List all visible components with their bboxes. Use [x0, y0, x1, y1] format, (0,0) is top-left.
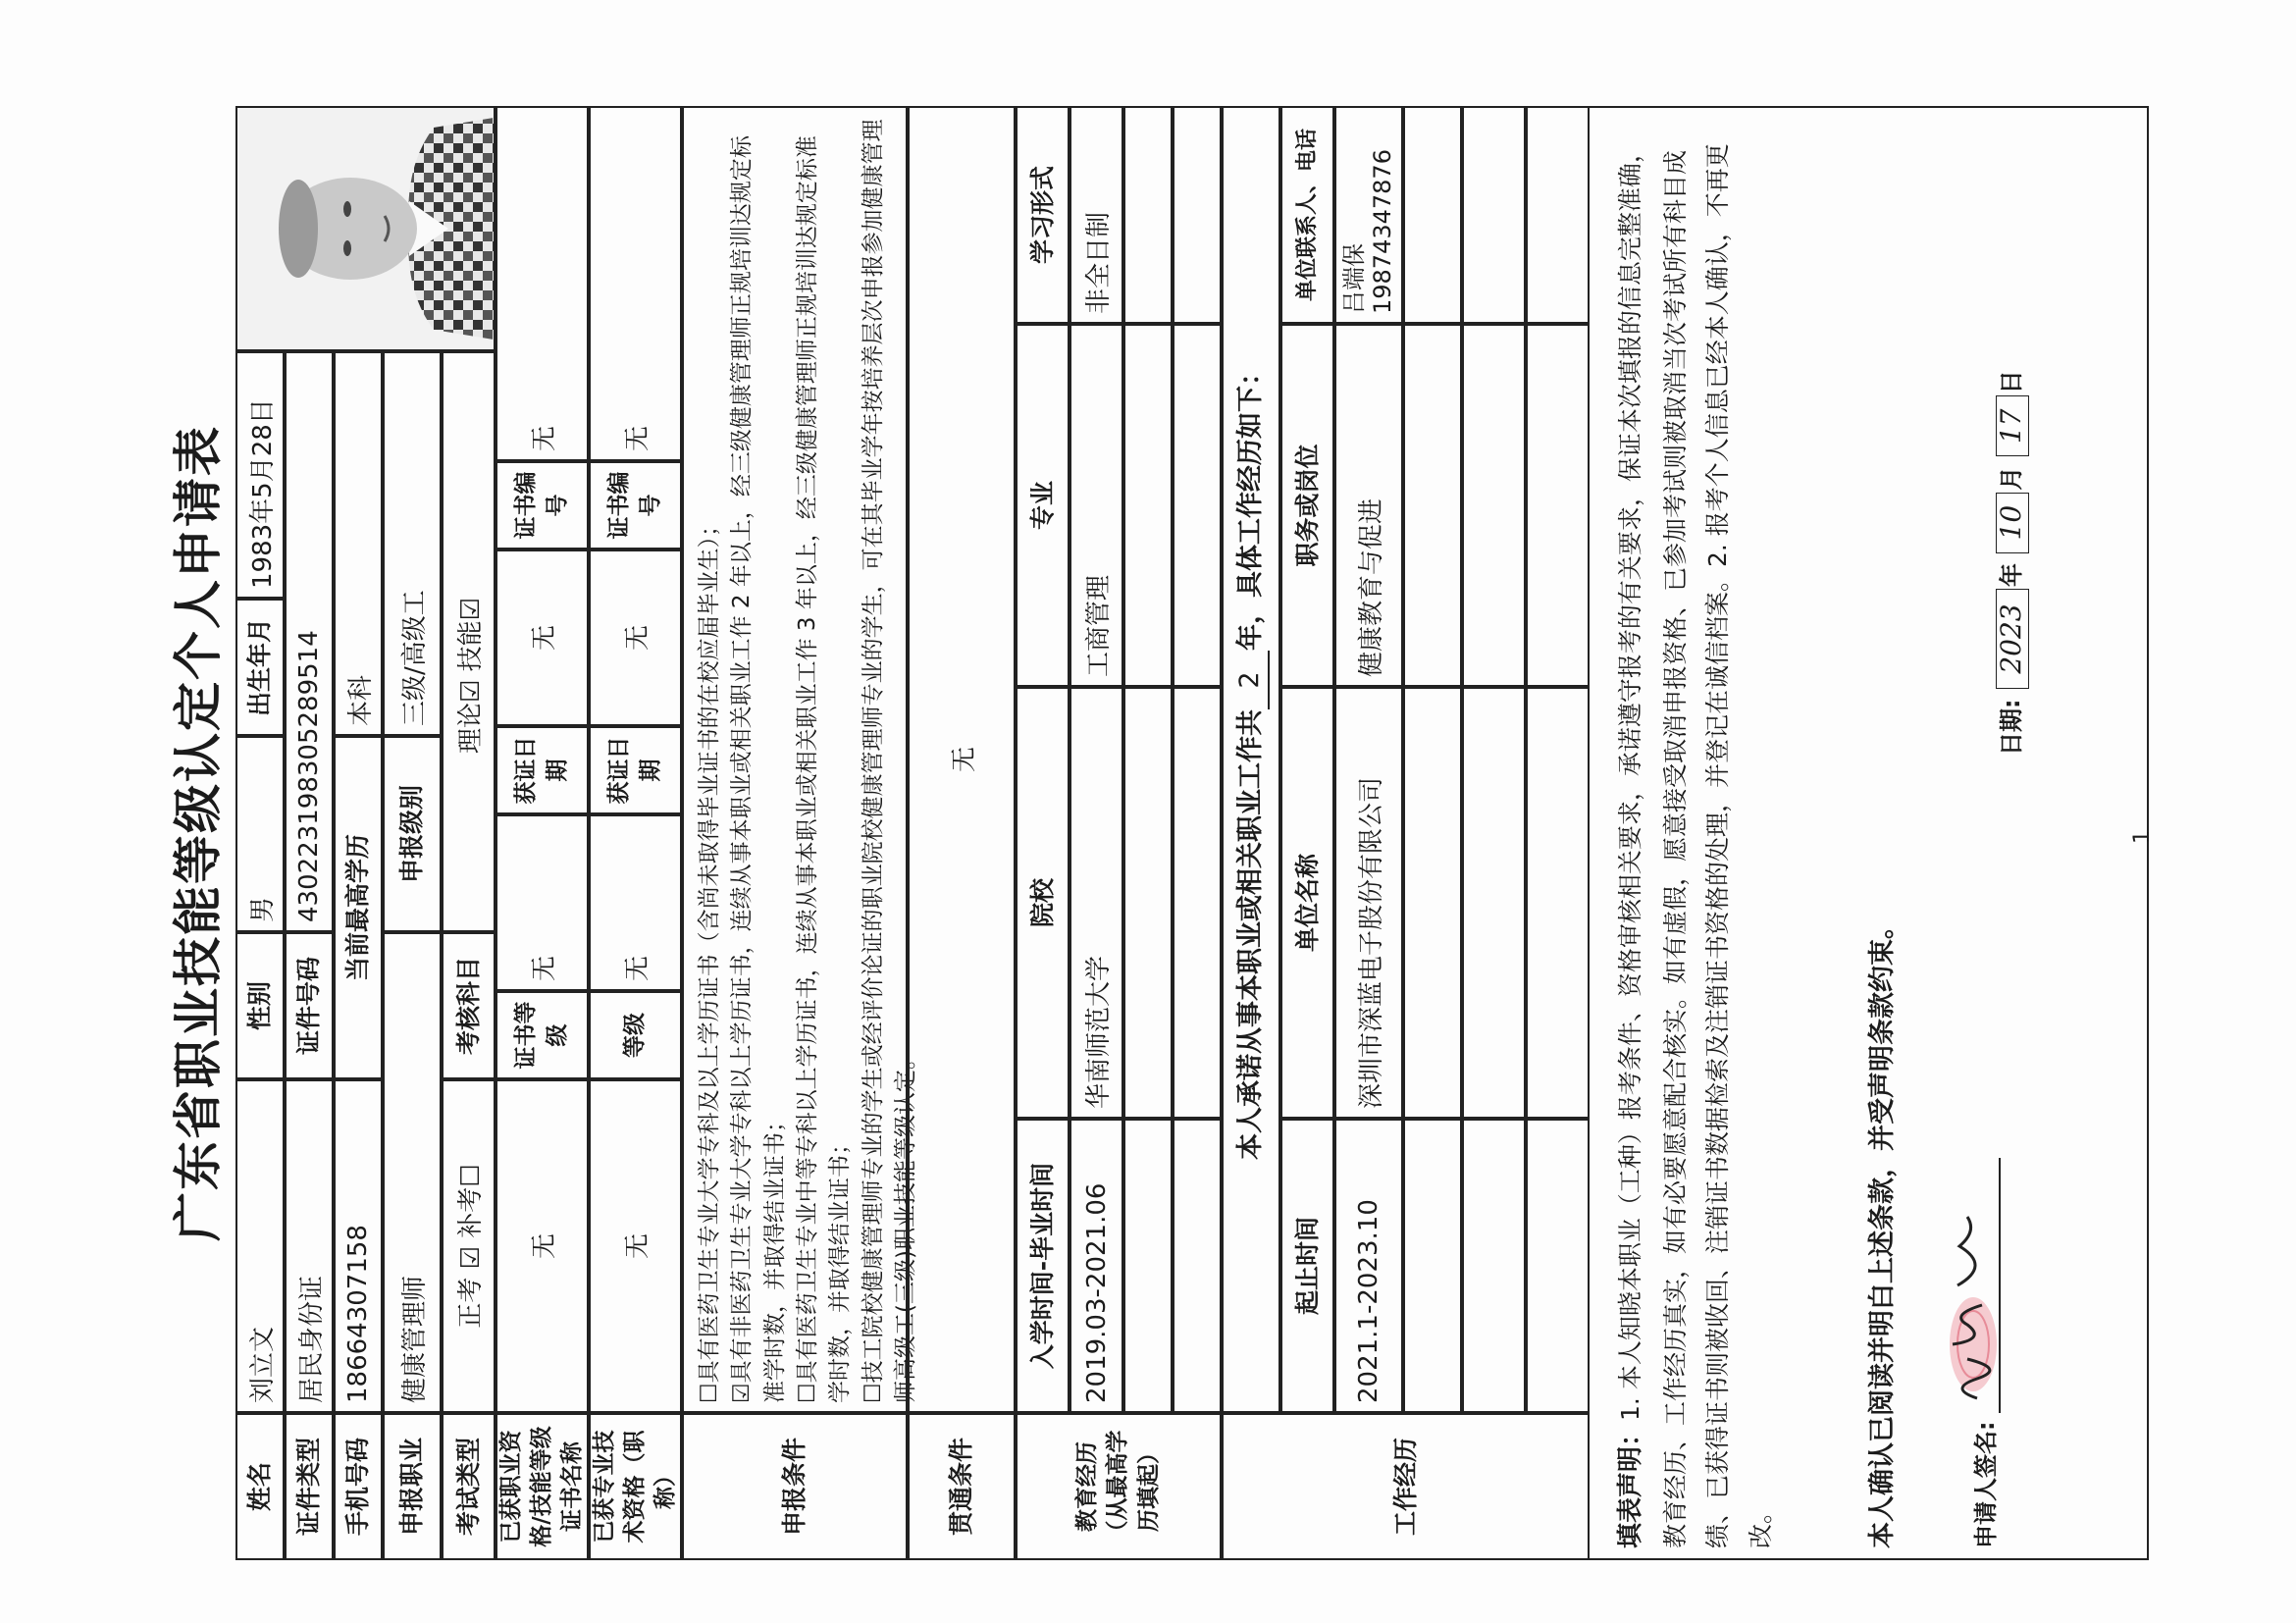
value-cert-no: 无: [496, 106, 589, 461]
value-id-number: 430223198305289514: [285, 351, 334, 932]
label-education-history: 教育经历（从最高学历填起）: [1016, 1413, 1222, 1560]
condition-item-1: ☐具有医药卫生专业大学专科及以上学历证书（含尚未取得毕业证书的在校应届毕业生）；: [697, 513, 722, 1403]
page-number: 1: [2130, 830, 2155, 844]
label-grade: 等级: [589, 991, 682, 1079]
application-form: [147, 106, 2155, 1560]
label-gender: 性别: [235, 932, 285, 1079]
label-conditions: 申报条件: [682, 1413, 908, 1560]
work-years-value: 2: [1232, 651, 1270, 709]
label-work-history: 工作经历: [1222, 1413, 1590, 1560]
label-qualification: 贯通条件: [908, 1413, 1016, 1560]
value-exam-type: 正考 ☑ 补考☐: [442, 1079, 496, 1413]
applicant-photo: [235, 106, 496, 351]
edu-empty-cell: [1123, 1119, 1173, 1413]
work-row-company: 深圳市深蓝电子股份有限公司: [1334, 687, 1403, 1119]
signature-row: [1938, 1158, 2001, 1548]
value-grade: 无: [589, 814, 682, 991]
label-education: 当前最高学历: [334, 736, 383, 1079]
date-label: 日期:: [1998, 699, 2025, 756]
condition-item-4: ☐技工院校健康管理师专业的学生或经评价论证的职业院校健康管理师专业的学生，可在其毕业学年按培养层次申报参加健康管理师高级工(三级)职业技能等级认定。: [860, 119, 919, 1403]
label-cert-level: 证书等级: [496, 991, 589, 1079]
value-cert-level: 无: [496, 814, 589, 991]
date-row: [1992, 370, 2029, 756]
edu-empty-cell: [1123, 324, 1173, 687]
form-title-text: 广东省职业技能等级认定个人申请表: [170, 425, 227, 1241]
edu-empty-cell: [1123, 687, 1173, 1119]
work-empty-cell: [1403, 106, 1462, 324]
work-empty-cell: [1462, 324, 1526, 687]
date-day-unit: 日: [1998, 370, 2025, 394]
label-occupation: 申报职业: [383, 1413, 442, 1560]
value-prior-cert: 无: [496, 1079, 589, 1413]
label-id-type: 证件类型: [285, 1413, 334, 1560]
date-year-unit: 年: [1998, 563, 2025, 588]
value-grade-no: 无: [589, 106, 682, 461]
form-title: [159, 106, 230, 1560]
value-level: 三级/高级工: [383, 351, 442, 736]
value-phone: 18664307158: [334, 1079, 383, 1413]
work-years-prefix: 本人承诺从事本职业或相关职业工作共: [1234, 709, 1266, 1160]
value-name: 刘立文: [235, 1079, 285, 1413]
declaration: [1609, 118, 1783, 1548]
condition-item-2: ☑具有非医药卫生专业大学专科以上学历证书，连续从事本职业或相关职业工作 2 年以上，经三级健康管理师正规培训达规定标准学时数，并取得结业证书；: [729, 135, 788, 1403]
label-grade-no: 证书编号: [589, 461, 682, 550]
work-row-contact: 吕端保 19874347876: [1334, 106, 1403, 324]
edu-row-period: 2019.03-2021.06: [1070, 1119, 1123, 1413]
work-empty-cell: [1526, 687, 1590, 1119]
value-occupation: 健康管理师: [383, 932, 442, 1413]
date-month: 10: [1996, 493, 2029, 553]
edu-empty-cell: [1173, 324, 1222, 687]
work-years-statement: [1222, 106, 1280, 1413]
label-tech-title: 已获专业技术资格（职称）: [589, 1413, 682, 1560]
edu-row-school: 华南师范大学: [1070, 687, 1123, 1119]
label-prior-cert: 已获职业资格/技能等级证书名称: [496, 1413, 589, 1560]
value-cert-date: 无: [496, 550, 589, 726]
date-month-unit: 月: [1998, 466, 2025, 491]
edu-row-mode: 非全日制: [1070, 106, 1123, 324]
date-year: 2023: [1996, 589, 2029, 689]
work-empty-cell: [1462, 1119, 1526, 1413]
edu-header-mode: 学习形式: [1016, 106, 1070, 324]
value-tech-title: 无: [589, 1079, 682, 1413]
work-empty-cell: [1403, 1119, 1462, 1413]
value-birth: 1983年5月28日: [235, 351, 285, 599]
edu-header-school: 院校: [1016, 687, 1070, 1119]
label-cert-date: 获证日期: [496, 726, 589, 814]
value-education: 本科: [334, 351, 383, 736]
label-id-number: 证件号码: [285, 932, 334, 1079]
label-level: 申报级别: [383, 736, 442, 932]
edu-empty-cell: [1173, 1119, 1222, 1413]
date-day: 17: [1996, 395, 2029, 456]
signature-field: [1938, 1158, 2001, 1413]
label-birth: 出生年月: [235, 599, 285, 736]
edu-header-period: 入学时间-毕业时间: [1016, 1119, 1070, 1413]
label-subjects: 考核科目: [442, 932, 496, 1079]
work-row-position: 健康教育与促进: [1334, 324, 1403, 687]
value-id-type: 居民身份证: [285, 1079, 334, 1413]
work-header-period: 起止时间: [1280, 1119, 1334, 1413]
declaration-heading: 填表声明：: [1616, 1420, 1645, 1548]
edu-empty-cell: [1173, 106, 1222, 324]
value-subjects: 理论☑ 技能☑: [442, 351, 496, 932]
label-grade-date: 获证日期: [589, 726, 682, 814]
work-empty-cell: [1526, 324, 1590, 687]
edu-empty-cell: [1123, 106, 1173, 324]
work-years-suffix: 年，具体工作经历如下：: [1234, 359, 1266, 651]
work-header-position: 职务或岗位: [1280, 324, 1334, 687]
work-empty-cell: [1403, 324, 1462, 687]
edu-empty-cell: [1173, 687, 1222, 1119]
work-empty-cell: [1462, 106, 1526, 324]
condition-item-3: ☐具有医药卫生专业中等专科以上学历证书，连续从事本职业或相关职业工作 3 年以上，经三级健康管理师正规培训达规定标准学时数，并取得结业证书；: [795, 135, 854, 1403]
work-empty-cell: [1403, 687, 1462, 1119]
edu-row-major: 工商管理: [1070, 324, 1123, 687]
work-header-company: 单位名称: [1280, 687, 1334, 1119]
label-name: 姓名: [235, 1413, 285, 1560]
work-empty-cell: [1526, 106, 1590, 324]
label-exam-type: 考试类型: [442, 1413, 496, 1560]
value-qualification: 无: [908, 106, 1016, 1413]
work-header-contact: 单位联系人、电话: [1280, 106, 1334, 324]
work-empty-cell: [1526, 1119, 1590, 1413]
label-phone: 手机号码: [334, 1413, 383, 1560]
signature-label: 申请人签名:: [1972, 1421, 2000, 1548]
label-cert-no: 证书编号: [496, 461, 589, 550]
value-gender: 男: [235, 736, 285, 932]
work-row-period: 2021.1-2023.10: [1334, 1119, 1403, 1413]
work-empty-cell: [1462, 687, 1526, 1119]
conditions-list: [682, 106, 919, 1413]
edu-header-major: 专业: [1016, 324, 1070, 687]
declaration-confirm: 本人确认已阅读并明白上述条款，并受声明条款约束。: [1867, 913, 1898, 1548]
declaration-text: 1. 本人知晓本职业（工种）报考条件、资格审核相关要求，承诺遵守报考的有关要求，保证本次填报的信息完整准确，教育经历、工作经历真实，如有必要愿意配合核实。如有虚假，愿意接受取消申报资格、已参加考试则被取消当次考试所有科目成绩、已获得证书则被收回、注销证书数据检索及注销证书资格的处理，并登记在诚信档案。2. 报考个人信息已经本人确认，不再更改。: [1616, 138, 1775, 1548]
value-grade-date: 无: [589, 550, 682, 726]
